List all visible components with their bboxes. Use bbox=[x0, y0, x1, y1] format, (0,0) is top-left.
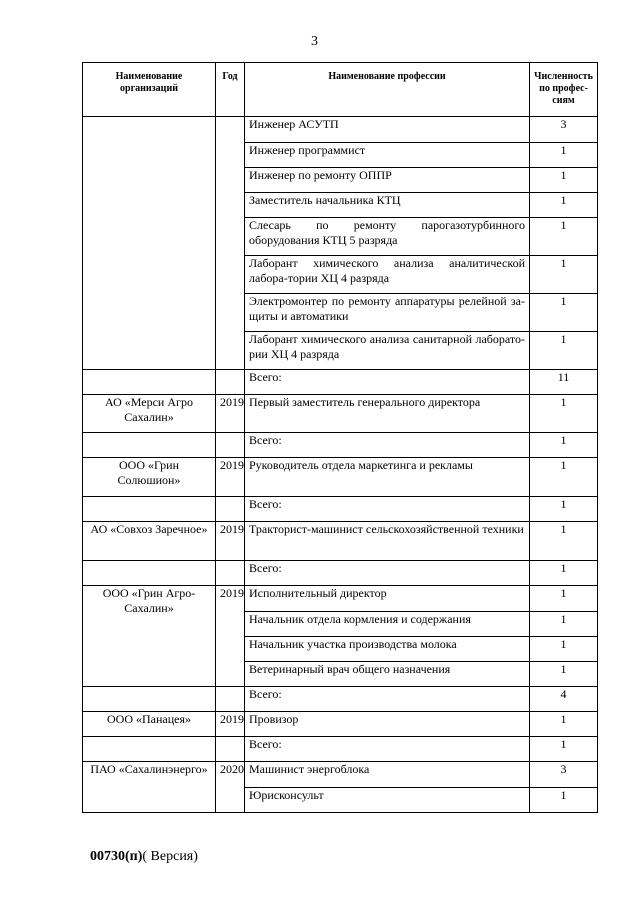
table-row bbox=[83, 712, 598, 737]
count-cell: 1 bbox=[530, 458, 598, 497]
total-count: 1 bbox=[530, 497, 598, 522]
profession-cell: Тракторист-машинист сельскохозяйственной техники bbox=[245, 522, 530, 561]
org-cell bbox=[83, 561, 216, 586]
total-label: Всего: bbox=[245, 687, 530, 712]
profession-cell: Лаборант химического анализа аналитической лабора-тории ХЦ 4 разряда bbox=[245, 256, 530, 294]
count-cell: 1 bbox=[530, 637, 598, 662]
org-cell bbox=[83, 370, 216, 395]
count-cell: 1 bbox=[530, 712, 598, 737]
profession-cell: Электромонтер по ремонту аппаратуры релейной за-щиты и автоматики bbox=[245, 294, 530, 332]
table-body bbox=[83, 117, 598, 813]
table-row bbox=[83, 586, 598, 612]
table-row bbox=[83, 458, 598, 497]
document-footer bbox=[90, 849, 198, 865]
count-cell: 1 bbox=[530, 662, 598, 687]
profession-cell: Ветеринарный врач общего назначения bbox=[245, 662, 530, 687]
professions-table bbox=[82, 62, 598, 813]
year-cell bbox=[216, 687, 245, 712]
year-cell: 2019 bbox=[216, 395, 245, 433]
total-count: 11 bbox=[530, 370, 598, 395]
header-year: Год bbox=[216, 63, 245, 117]
total-label: Всего: bbox=[245, 433, 530, 458]
total-label: Всего: bbox=[245, 497, 530, 522]
count-cell: 1 bbox=[530, 193, 598, 218]
profession-cell: Начальник участка производства молока bbox=[245, 637, 530, 662]
year-cell bbox=[216, 561, 245, 586]
year-cell bbox=[216, 117, 245, 370]
page-number: 3 bbox=[311, 34, 318, 49]
org-cell: АО «Мерси Агро Сахалин» bbox=[83, 395, 216, 433]
profession-cell: Первый заместитель генерального директора bbox=[245, 395, 530, 433]
org-cell bbox=[83, 687, 216, 712]
year-cell: 2019 bbox=[216, 586, 245, 687]
count-cell: 1 bbox=[530, 612, 598, 637]
count-cell: 1 bbox=[530, 168, 598, 193]
count-cell: 1 bbox=[530, 143, 598, 168]
header-count: Численность по профес-сиям bbox=[530, 63, 598, 117]
total-count: 4 bbox=[530, 687, 598, 712]
profession-cell: Инженер АСУТП bbox=[245, 117, 530, 143]
org-cell bbox=[83, 433, 216, 458]
org-cell: ООО «Грин Агро-Сахалин» bbox=[83, 586, 216, 687]
year-cell: 2019 bbox=[216, 458, 245, 497]
profession-cell: Руководитель отдела маркетинга и рекламы bbox=[245, 458, 530, 497]
total-count: 1 bbox=[530, 737, 598, 762]
profession-cell: Начальник отдела кормления и содержания bbox=[245, 612, 530, 637]
year-cell: 2020 bbox=[216, 762, 245, 813]
year-cell: 2019 bbox=[216, 522, 245, 561]
document-version: ( Версия) bbox=[142, 849, 198, 864]
table-row bbox=[83, 395, 598, 433]
profession-cell: Машинист энергоблока bbox=[245, 762, 530, 788]
org-cell bbox=[83, 497, 216, 522]
count-cell: 1 bbox=[530, 522, 598, 561]
table-row bbox=[83, 522, 598, 561]
total-row bbox=[83, 370, 598, 395]
total-count: 1 bbox=[530, 561, 598, 586]
total-row bbox=[83, 433, 598, 458]
count-cell: 1 bbox=[530, 332, 598, 370]
org-cell bbox=[83, 117, 216, 370]
year-cell bbox=[216, 737, 245, 762]
count-cell: 3 bbox=[530, 117, 598, 143]
profession-cell: Исполнительный директор bbox=[245, 586, 530, 612]
org-cell: ООО «Панацея» bbox=[83, 712, 216, 737]
total-count: 1 bbox=[530, 433, 598, 458]
year-cell: 2019 bbox=[216, 712, 245, 737]
count-cell: 1 bbox=[530, 586, 598, 612]
year-cell bbox=[216, 433, 245, 458]
year-cell bbox=[216, 370, 245, 395]
profession-cell: Лаборант химического анализа санитарной лаборато-рии ХЦ 4 разряда bbox=[245, 332, 530, 370]
count-cell: 3 bbox=[530, 762, 598, 788]
count-cell: 1 bbox=[530, 294, 598, 332]
header-profession: Наименование профессии bbox=[245, 63, 530, 117]
org-cell bbox=[83, 737, 216, 762]
total-row bbox=[83, 497, 598, 522]
document-code: 00730(п) bbox=[90, 849, 143, 864]
org-cell: ООО «Грин Солюшион» bbox=[83, 458, 216, 497]
count-cell: 1 bbox=[530, 218, 598, 256]
total-label: Всего: bbox=[245, 370, 530, 395]
count-cell: 1 bbox=[530, 788, 598, 813]
total-label: Всего: bbox=[245, 561, 530, 586]
profession-cell: Заместитель начальника КТЦ bbox=[245, 193, 530, 218]
profession-cell: Слесарь по ремонту парогазотурбинного оборудования КТЦ 5 разряда bbox=[245, 218, 530, 256]
table-row bbox=[83, 117, 598, 143]
count-cell: 1 bbox=[530, 256, 598, 294]
total-row bbox=[83, 687, 598, 712]
table-row bbox=[83, 762, 598, 788]
profession-cell: Юрисконсульт bbox=[245, 788, 530, 813]
total-row bbox=[83, 561, 598, 586]
header-organization: Наименование организаций bbox=[83, 63, 216, 117]
total-row bbox=[83, 737, 598, 762]
count-cell: 1 bbox=[530, 395, 598, 433]
profession-cell: Инженер по ремонту ОППР bbox=[245, 168, 530, 193]
year-cell bbox=[216, 497, 245, 522]
total-label: Всего: bbox=[245, 737, 530, 762]
org-cell: ПАО «Сахалинэнерго» bbox=[83, 762, 216, 813]
profession-cell: Инженер программист bbox=[245, 143, 530, 168]
profession-cell: Провизор bbox=[245, 712, 530, 737]
org-cell: АО «Совхоз Заречное» bbox=[83, 522, 216, 561]
